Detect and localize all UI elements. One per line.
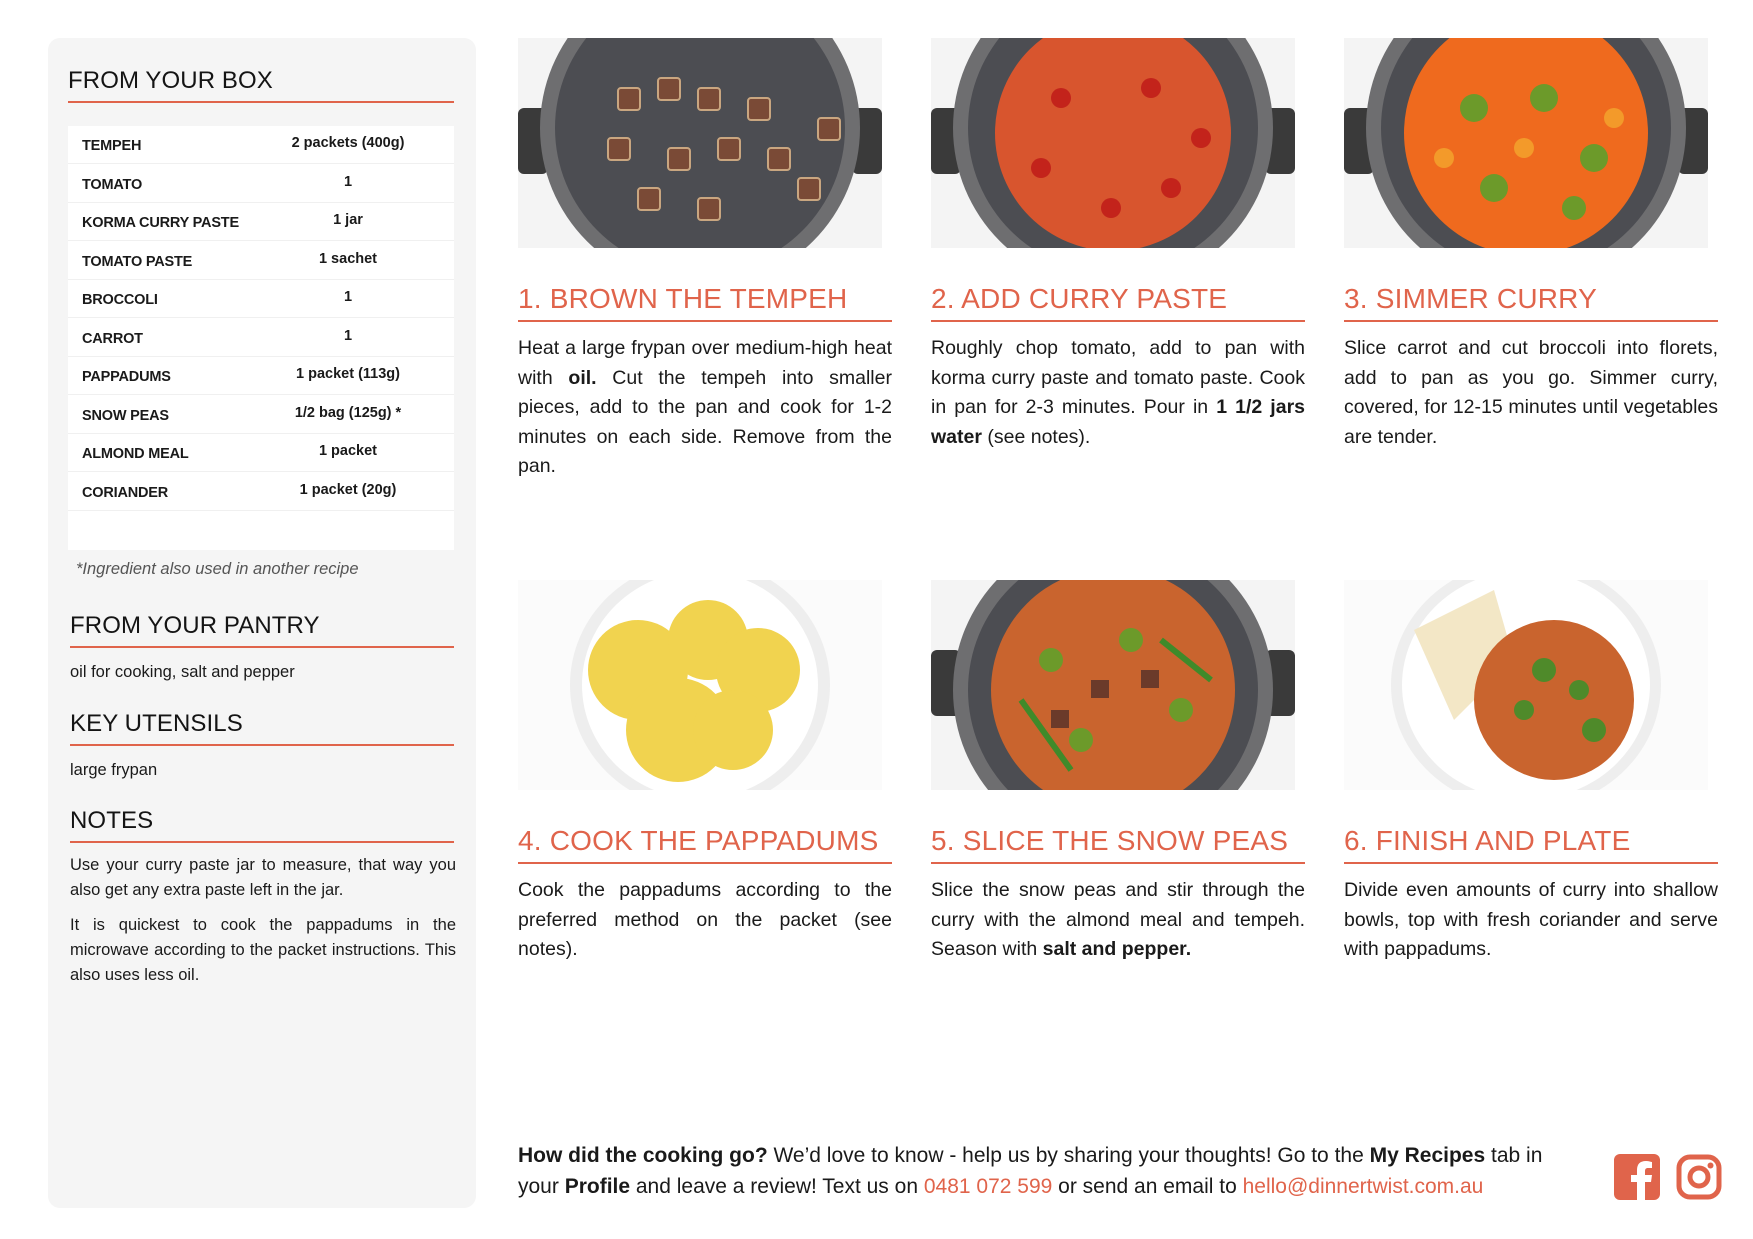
ingredient-row xyxy=(68,165,454,203)
ingredient-qty: 1 xyxy=(343,327,353,344)
ingredient-name: TOMATO xyxy=(82,176,143,193)
ingredient-name: BROCCOLI xyxy=(82,292,158,308)
ingredient-name: CORIANDER xyxy=(82,484,169,501)
footer-question: How did the cooking go? xyxy=(518,1144,768,1167)
facebook-icon[interactable] xyxy=(1614,1154,1660,1200)
ingredient-name: TEMPEH xyxy=(82,138,142,154)
ingredient-name: PAPPADUMS xyxy=(82,369,171,385)
my-recipes-link: My Recipes xyxy=(1369,1144,1486,1167)
ingredient-row xyxy=(68,126,454,164)
step-1-title: 1. BROWN THE TEMPEH xyxy=(518,284,892,322)
box-section-title: FROM YOUR BOX xyxy=(68,68,454,103)
instagram-icon[interactable] xyxy=(1676,1154,1722,1200)
ingredients-sidebar xyxy=(48,38,476,1208)
ingredient-row xyxy=(68,319,454,357)
step-6-text: Divide even amounts of curry into shallow bowls, top with fresh coriander and serve with pappadums. xyxy=(1344,879,1718,960)
ingredient-row xyxy=(68,434,454,472)
step-1-photo xyxy=(518,38,882,248)
ingredient-row xyxy=(68,203,454,241)
step-3-photo xyxy=(1344,38,1708,248)
step-5-text: Slice the snow peas and stir through the curry with the almond meal and tempeh. Season with salt and pepper. xyxy=(931,879,1305,960)
ingredient-name: SNOW PEAS xyxy=(82,407,169,424)
ingredient-row xyxy=(68,473,454,511)
pantry-section-title: FROM YOUR PANTRY xyxy=(70,613,454,648)
step-2-title: 2. ADD CURRY PASTE xyxy=(931,284,1305,322)
ingredient-qty: 1/2 bag (125g) * xyxy=(294,404,402,421)
ingredient-row xyxy=(68,396,454,434)
step-3-text: Slice carrot and cut broccoli into florets, add to pan as you go. Simmer curry, covered, for 12-15 minutes until vegetables are tender. xyxy=(1344,337,1718,448)
ingredient-footnote: *Ingredient also used in another recipe xyxy=(76,560,359,578)
step-2-text: Roughly chop tomato, add to pan with korma curry paste and tomato paste. Cook in pan for 2-3 minutes. Pour in 1 1/2 jars water (see notes). xyxy=(931,337,1306,448)
note-paragraph: It is quickest to cook the pappadums in the microwave according to the packet instructions. This also uses less oil. xyxy=(70,916,456,984)
step-4-title: 4. COOK THE PAPPADUMS xyxy=(518,826,892,864)
step-6-photo xyxy=(1344,580,1708,790)
pantry-text: oil for cooking, salt and pepper xyxy=(70,663,295,681)
email-link[interactable]: hello@dinnertwist.com.au xyxy=(1242,1175,1484,1198)
ingredient-qty: 1 packet xyxy=(318,443,378,459)
ingredient-name: KORMA CURRY PASTE xyxy=(82,215,239,231)
ingredient-name: TOMATO PASTE xyxy=(82,253,193,270)
ingredient-qty: 1 xyxy=(343,289,353,305)
ingredient-qty: 1 xyxy=(343,173,353,190)
ingredient-name: CARROT xyxy=(82,330,143,347)
step-4-photo xyxy=(518,580,882,790)
utensils-text: large frypan xyxy=(70,761,158,779)
notes-text xyxy=(70,853,456,998)
ingredient-row xyxy=(68,242,454,280)
note-paragraph: Use your curry paste jar to measure, that way you also get any extra paste left in the jar. xyxy=(70,856,456,899)
step-5-title: 5. SLICE THE SNOW PEAS xyxy=(931,826,1305,864)
ingredient-qty: 1 packet (20g) xyxy=(299,481,397,498)
notes-section-title: NOTES xyxy=(70,808,454,843)
utensils-section-title: KEY UTENSILS xyxy=(70,711,454,746)
profile-link: Profile xyxy=(564,1175,631,1198)
ingredients-table xyxy=(68,126,454,550)
ingredient-row xyxy=(68,280,454,318)
step-4-text: Cook the pappadums according to the preferred method on the packet (see notes). xyxy=(518,879,892,960)
phone-number[interactable]: 0481 072 599 xyxy=(923,1175,1053,1198)
ingredient-qty: 1 sachet xyxy=(318,250,378,267)
ingredient-qty: 1 jar xyxy=(333,212,363,228)
ingredient-qty: 2 packets (400g) xyxy=(291,135,405,151)
step-2-photo xyxy=(931,38,1295,248)
step-3-title: 3. SIMMER CURRY xyxy=(1344,284,1718,322)
feedback-footer: How did the cooking go? We’d love to know - help us by sharing your thoughts! Go to the My Recipes tab in your Profile and leave a review! Text us on 0481 072 599 or send an email to hello@dinnertwist.com.au xyxy=(518,1144,1543,1198)
ingredient-qty: 1 packet (113g) xyxy=(296,366,400,382)
ingredient-row xyxy=(68,357,454,395)
step-5-photo xyxy=(931,580,1295,790)
ingredient-name: ALMOND MEAL xyxy=(82,446,189,462)
step-6-title: 6. FINISH AND PLATE xyxy=(1344,826,1718,864)
step-1-text: Heat a large frypan over medium-high heat with oil. Cut the tempeh into smaller pieces, add to the pan and cook for 1-2 minutes on each side. Remove from the pan. xyxy=(518,337,892,477)
